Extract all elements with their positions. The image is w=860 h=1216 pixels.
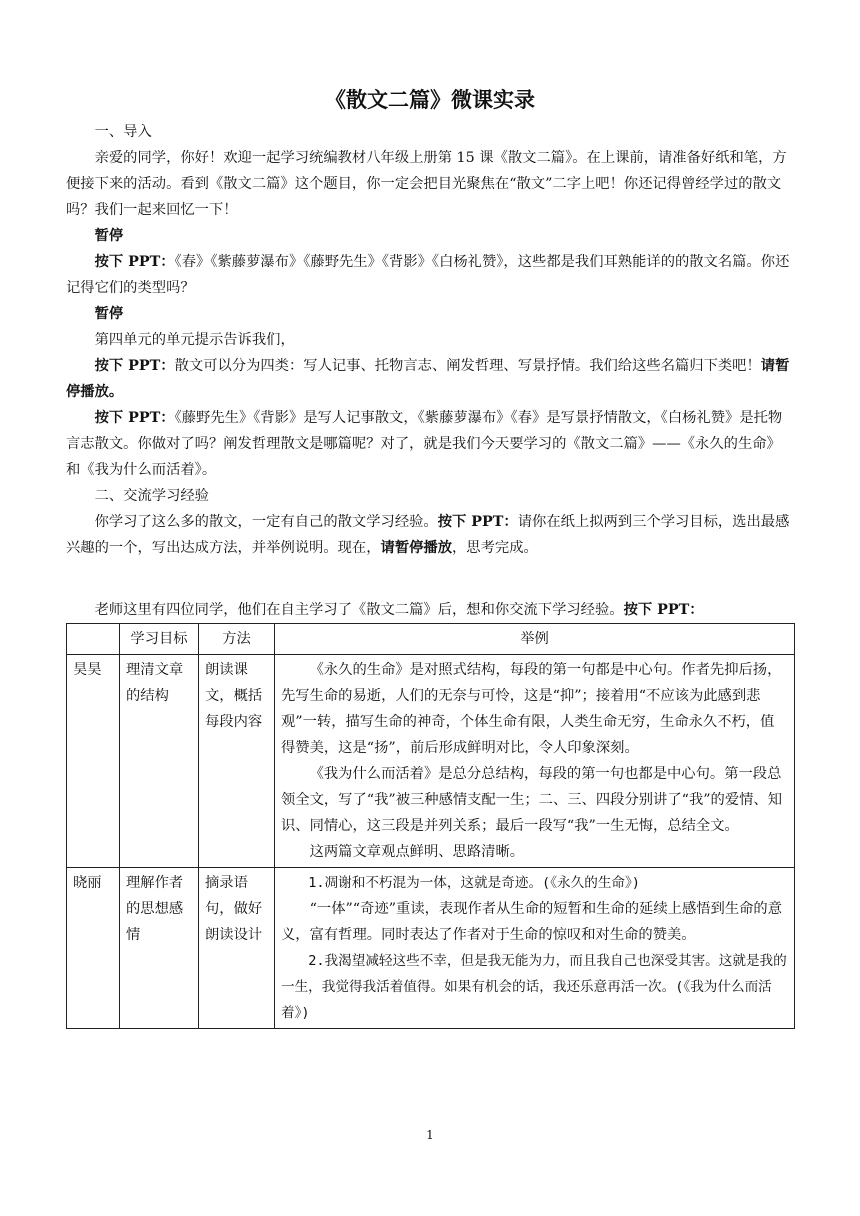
learning-experience-table	[66, 623, 795, 1029]
example-paragraph: 《永久的生命》是对照式结构，每段的第一句都是中心句。作者先抑后扬，先写生命的易逝，人们的无奈与可怜，这是“抑”；接着用“不应该为此感到悲观”一转，描写生命的神奇，个体生命有限，人类生命无穷，生命永久不朽，值得赞美，这是“扬”，前后形成鲜明对比，令人印象深刻。	[281, 662, 782, 756]
example-paragraph: “一体”“奇迹”重读，表现作者从生命的短暂和生命的延续上感悟到生命的意义，富有哲理。同时表达了作者对于生命的惊叹和对生命的赞美。	[281, 901, 783, 943]
example-paragraph: 《我为什么而活着》是总分总结构，每段的第一句也都是中心句。第一段总领全文，写了“我”被三种感情支配一生；二、三、四段分别讲了“我”的爱情、知识、同情心，这三段是并列关系；最后一段写“我”一生无悔，总结全文。	[281, 766, 783, 834]
quote-paragraph: 1.凋谢和不朽混为一体，这就是奇迹。(《永久的生命》)	[308, 875, 640, 891]
quote-paragraph: 2.我渴望减轻这些不幸，但是我无能为力，而且我自己也深受其害。这就是我的一生，我觉得我活着值得。如果有机会的话，我还乐意再活一次。(《我为什么而活着》)	[281, 953, 787, 1021]
goal-cell: 理清文章的结构	[120, 655, 199, 868]
pause-instruction: 请暂停播放	[380, 540, 453, 556]
student-name-cell: 昊昊	[67, 655, 120, 868]
method-cell: 朗读课文，概括每段内容	[199, 655, 275, 868]
example-cell	[275, 655, 795, 868]
text-run: ，思考完成。	[452, 540, 538, 556]
ppt-paragraph-3	[66, 405, 794, 483]
spacer	[66, 561, 794, 587]
method-cell: 摘录语句，做好朗读设计	[199, 868, 275, 1029]
ppt-paragraph-1	[66, 249, 794, 301]
text-run: 你学习了这么多的散文，一定有自己的散文学习经验。	[94, 514, 438, 530]
ppt-paragraph-2	[66, 353, 794, 405]
student-name-cell: 晓丽	[67, 868, 120, 1029]
section-heading-intro: 一、导入	[94, 124, 152, 140]
ppt-label: 按下 PPT：	[94, 410, 175, 426]
pause-label: 暂停	[94, 228, 124, 244]
table-header-row	[67, 624, 795, 655]
header-cell: 学习目标	[120, 624, 199, 655]
page-number: 1	[426, 1128, 434, 1142]
header-cell: 举例	[275, 624, 795, 655]
ppt-text: 《藤野先生》《背影》是写人记事散文，《紫藤萝瀑布》《春》是写景抒情散文，《白杨礼赞》是托物言志散文。你做对了吗？阐发哲理散文是哪篇呢？对了，就是我们今天要学习的《散文二篇》——《永久的生命》和《我为什么而活着》。	[66, 410, 783, 478]
ppt-text: 《春》《紫藤萝瀑布》《藤野先生》《背影》《白杨礼赞》，这些都是我们耳熟能详的的散文名篇。你还记得它们的类型吗？	[66, 254, 790, 296]
ppt-text: 散文可以分为四类：写人记事、托物言志、阐发哲理、写景抒情。我们给这些名篇归下类吧！	[174, 358, 761, 374]
table-intro-paragraph	[66, 597, 794, 623]
table-row	[67, 868, 795, 1029]
example-paragraph: 这两篇文章观点鲜明、思路清晰。	[309, 844, 525, 860]
exchange-paragraph	[66, 509, 794, 561]
section-heading-exchange: 二、交流学习经验	[94, 488, 209, 504]
table-row	[67, 655, 795, 868]
page-title: 《散文二篇》微课实录	[325, 88, 535, 112]
ppt-label: 按下 PPT：	[94, 254, 175, 270]
header-cell: 方法	[199, 624, 275, 655]
document-body	[66, 119, 794, 1029]
text-run: 老师这里有四位同学，他们在自主学习了《散文二篇》后，想和你交流下学习经验。	[94, 602, 624, 618]
intro-paragraph: 亲爱的同学，你好！欢迎一起学习统编教材八年级上册第 15 课《散文二篇》。在上课前，请准备好纸和笔，方便接下来的活动。看到《散文二篇》这个题目，你一定会把目光聚焦在“散文”二字上吧！你还记得曾经学过的散文吗？我们一起来回忆一下！	[66, 150, 787, 218]
text-run: 请你在纸上拟两到三个学习目标，选出最感兴趣的一个，写出达成方法，并举例说明。现在，	[66, 514, 790, 556]
example-cell	[275, 868, 795, 1029]
unit-hint-paragraph: 第四单元的单元提示告诉我们，	[94, 332, 295, 348]
ppt-label: 按下 PPT：	[623, 602, 704, 618]
ppt-label: 按下 PPT：	[94, 358, 175, 374]
ppt-label: 按下 PPT：	[437, 514, 518, 530]
header-cell	[67, 624, 120, 655]
goal-cell: 理解作者的思想感情	[120, 868, 199, 1029]
pause-label: 暂停	[94, 306, 124, 322]
pause-instruction: 请暂停播放。	[66, 358, 790, 400]
